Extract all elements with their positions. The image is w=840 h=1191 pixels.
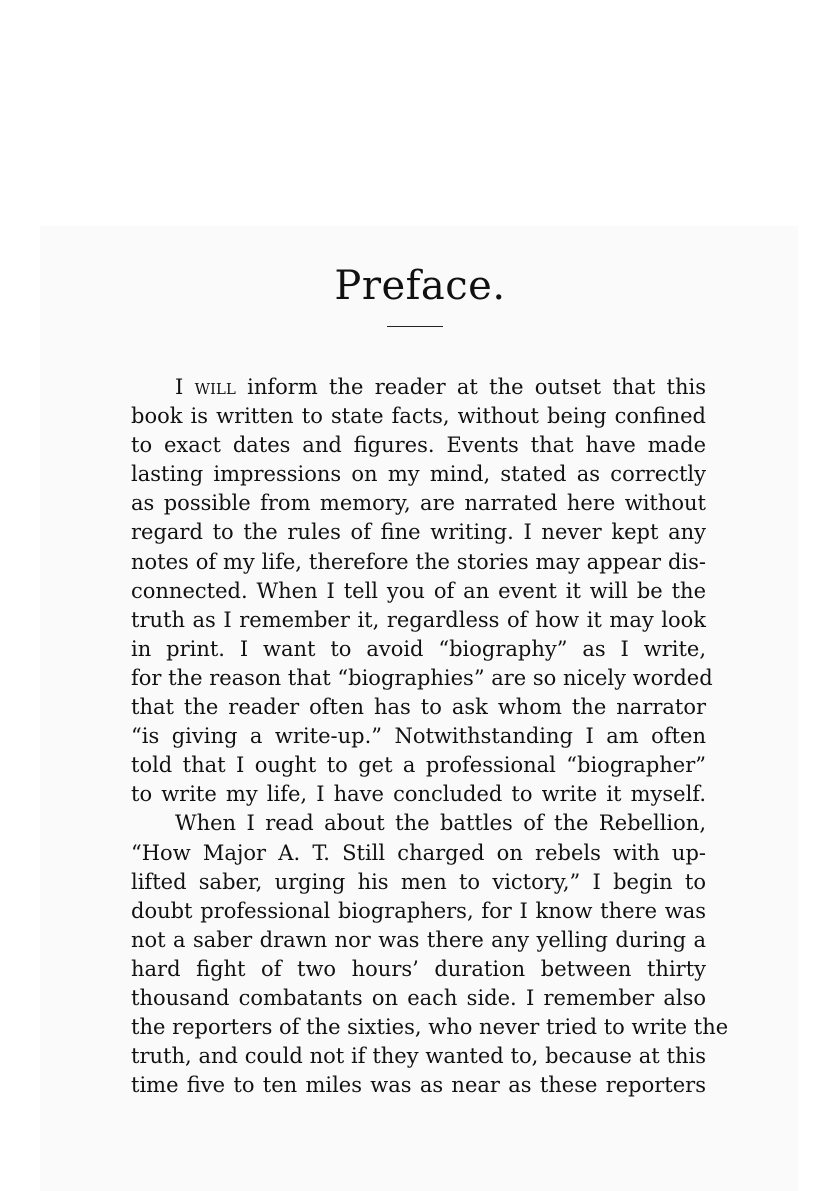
body-text — [131, 373, 729, 1100]
text-line: “is giving a write-up.” Notwithstanding I am often — [131, 724, 706, 749]
page-title: Preface. — [334, 262, 506, 309]
text-line: the reporters of the sixties, who never tried to write the — [131, 1015, 729, 1040]
text-line: book is written to state facts, without being confined — [131, 404, 706, 429]
text-line: that the reader often has to ask whom the narrator — [131, 695, 706, 720]
title-divider — [387, 326, 443, 327]
text-line: I will inform the reader at the outset that this — [175, 375, 706, 399]
text-line: told that I ought to get a professional “biographer” — [131, 753, 706, 778]
text-line: truth as I remember it, regardless of how it may look — [131, 607, 706, 632]
small-caps-word: will — [194, 375, 236, 399]
text-line: as possible from memory, are narrated here without — [131, 491, 706, 516]
text-line: not a saber drawn nor was there any yelling during a — [131, 927, 706, 952]
text-line: to exact dates and figures. Events that have made — [131, 433, 706, 458]
text-line: connected. When I tell you of an event it will be the — [131, 578, 706, 603]
text-line: regard to the rules of fine writing. I never kept any — [131, 520, 706, 545]
text-line: lifted saber, urging his men to victory,” I begin to — [131, 869, 706, 894]
text-line: “How Major A. T. Still charged on rebels with up- — [131, 840, 706, 865]
text-line: hard fight of two hours’ duration between thirty — [131, 956, 706, 981]
text-line: for the reason that “biographies” are so nicely worded — [131, 665, 713, 690]
text-line: thousand combatants on each side. I remember also — [131, 985, 706, 1010]
text-line: notes of my life, therefore the stories may appear dis- — [131, 549, 706, 574]
text-line: time five to ten miles was as near as these reporters — [131, 1073, 706, 1098]
text-line: to write my life, I have concluded to write it myself. — [131, 782, 706, 807]
text-line: When I read about the battles of the Rebellion, — [175, 811, 706, 836]
text-line: in print. I want to avoid “biography” as I write, — [131, 636, 706, 661]
text-line: lasting impressions on my mind, stated as correctly — [131, 462, 706, 487]
text-line: doubt professional biographers, for I know there was — [131, 898, 706, 923]
text-line: truth, and could not if they wanted to, because at this — [131, 1044, 706, 1069]
